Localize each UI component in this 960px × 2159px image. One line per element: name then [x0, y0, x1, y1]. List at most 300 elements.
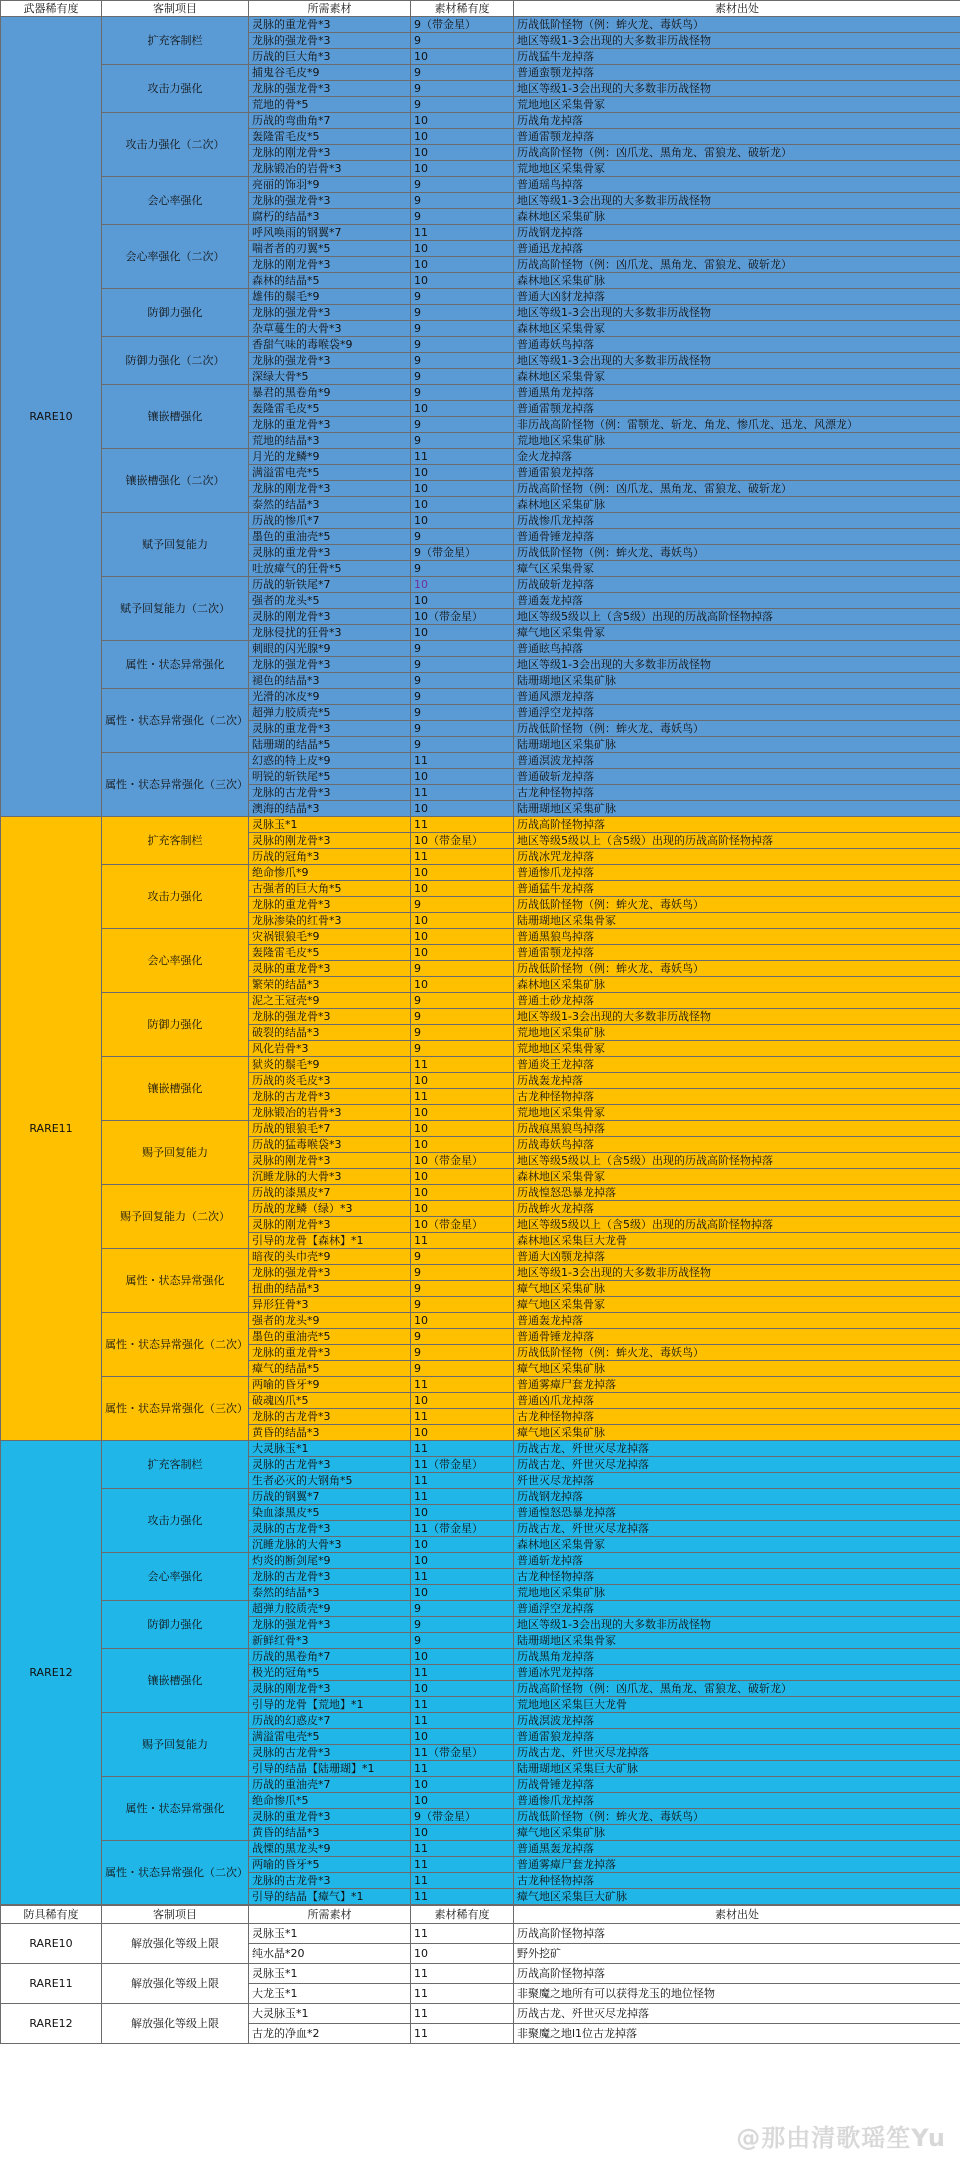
material-rarity-cell: 10 [411, 481, 514, 497]
table-row [1, 753, 960, 769]
material-rarity-cell: 11 [411, 1889, 514, 1905]
material-source-cell: 历战低阶怪物（例：蛑火龙、毒妖鸟） [514, 961, 960, 977]
material-source-cell: 普通黑角龙掉落 [514, 385, 960, 401]
material-source-cell: 古龙种怪物掉落 [514, 1409, 960, 1425]
custom-item-cell: 赋予回复能力 [102, 513, 249, 577]
material-source-cell: 历战古龙、歼世灭尽龙掉落 [514, 1521, 960, 1537]
material-cell: 荒地的结晶*3 [249, 433, 411, 449]
material-rarity-cell: 11 [411, 449, 514, 465]
material-rarity-cell: 9 [411, 1601, 514, 1617]
material-rarity-cell: 10 [411, 1777, 514, 1793]
custom-item-cell: 镶嵌槽强化（二次） [102, 449, 249, 513]
material-rarity-cell: 10 [411, 497, 514, 513]
material-source-cell: 地区等级5级以上（含5级）出现的历战高阶怪物掉落 [514, 609, 960, 625]
material-source-cell: 普通轰龙掉落 [514, 1313, 960, 1329]
material-rarity-cell: 11 [411, 817, 514, 833]
material-rarity-cell: 9 [411, 689, 514, 705]
material-rarity-cell: 10（带金星） [411, 609, 514, 625]
material-source-cell: 非聚魔之地l1位古龙掉落 [514, 2024, 960, 2044]
table-row [1, 1649, 960, 1665]
rarity-cell: RARE10 [1, 17, 102, 817]
material-cell: 龙脉的强龙骨*3 [249, 353, 411, 369]
material-cell: 风化岩骨*3 [249, 1041, 411, 1057]
material-rarity-cell: 9 [411, 529, 514, 545]
table-row [1, 1185, 960, 1201]
material-cell: 幻惑的特上皮*9 [249, 753, 411, 769]
material-cell: 历战的漆黑皮*7 [249, 1185, 411, 1201]
material-cell: 历战的惨爪*7 [249, 513, 411, 529]
material-rarity-cell: 11（带金星） [411, 1745, 514, 1761]
column-header: 素材稀有度 [411, 1906, 514, 1924]
material-rarity-cell: 9 [411, 673, 514, 689]
material-rarity-cell: 9 [411, 33, 514, 49]
table-row [1, 641, 960, 657]
material-rarity-cell: 10 [411, 1553, 514, 1569]
material-cell: 灵脉的刚龙骨*3 [249, 1681, 411, 1697]
column-header: 防具稀有度 [1, 1906, 102, 1924]
material-rarity-cell: 9 [411, 961, 514, 977]
material-rarity-cell: 10 [411, 113, 514, 129]
custom-item-cell: 属性・状态异常强化 [102, 1249, 249, 1313]
material-source-cell: 普通斩龙掉落 [514, 1553, 960, 1569]
material-cell: 黄昏的结晶*3 [249, 1825, 411, 1841]
material-source-cell: 瘴气地区采集矿脉 [514, 1281, 960, 1297]
material-cell: 灵脉的重龙骨*3 [249, 1809, 411, 1825]
material-rarity-cell: 10 [411, 913, 514, 929]
material-cell: 荒地的骨*5 [249, 97, 411, 113]
material-rarity-cell: 10 [411, 401, 514, 417]
material-source-cell: 历战惶怒恐暴龙掉落 [514, 1185, 960, 1201]
material-rarity-cell: 9 [411, 1329, 514, 1345]
material-cell: 纯水晶*20 [249, 1944, 411, 1964]
material-cell: 两喻的昏牙*9 [249, 1377, 411, 1393]
material-cell: 破裂的结晶*3 [249, 1025, 411, 1041]
rarity-cell: RARE12 [1, 1441, 102, 1905]
custom-item-cell: 赐予回复能力 [102, 1121, 249, 1185]
material-rarity-cell: 10 [411, 1425, 514, 1441]
material-cell: 轰隆雷毛皮*5 [249, 945, 411, 961]
material-source-cell: 历战惨爪龙掉落 [514, 513, 960, 529]
material-source-cell: 历战古龙、歼世灭尽龙掉落 [514, 1441, 960, 1457]
table-row [1, 1489, 960, 1505]
material-rarity-cell: 9 [411, 369, 514, 385]
column-header: 素材出处 [514, 1, 960, 17]
custom-item-cell: 属性・状态异常强化（二次） [102, 1313, 249, 1377]
material-cell: 灵脉的古龙骨*3 [249, 1457, 411, 1473]
material-rarity-cell: 9（带金星） [411, 17, 514, 33]
material-source-cell: 森林地区采集巨大龙骨 [514, 1233, 960, 1249]
material-cell: 龙脉的重龙骨*3 [249, 1345, 411, 1361]
table-row [1, 1121, 960, 1137]
material-source-cell: 历战骨锤龙掉落 [514, 1777, 960, 1793]
material-cell: 灾祸银狼毛*9 [249, 929, 411, 945]
material-source-cell: 歼世灭尽龙掉落 [514, 1473, 960, 1489]
material-source-cell: 森林地区采集骨冢 [514, 1537, 960, 1553]
material-cell: 龙脉的强龙骨*3 [249, 657, 411, 673]
material-rarity-cell: 10 [411, 945, 514, 961]
material-source-cell: 普通雾瘴尸套龙掉落 [514, 1857, 960, 1873]
column-header: 客制项目 [102, 1, 249, 17]
material-cell: 龙脉侵扰的狂骨*3 [249, 625, 411, 641]
material-source-cell: 地区等级1-3会出现的大多数非历战怪物 [514, 353, 960, 369]
material-cell: 刺眼的闪光腺*9 [249, 641, 411, 657]
column-header: 所需素材 [249, 1906, 411, 1924]
column-header: 客制项目 [102, 1906, 249, 1924]
table-row [1, 1777, 960, 1793]
material-rarity-cell: 10 [411, 1137, 514, 1153]
material-cell: 龙脉的刚龙骨*3 [249, 481, 411, 497]
material-cell: 龙脉的强龙骨*3 [249, 1009, 411, 1025]
material-rarity-cell: 9 [411, 1281, 514, 1297]
material-source-cell: 古龙种怪物掉落 [514, 1873, 960, 1889]
material-rarity-cell: 10 [411, 1185, 514, 1201]
material-source-cell: 普通黑狼鸟掉落 [514, 929, 960, 945]
material-source-cell: 陆珊瑚地区采集矿脉 [514, 673, 960, 689]
material-rarity-cell: 10 [411, 865, 514, 881]
material-cell: 繁荣的结晶*3 [249, 977, 411, 993]
material-source-cell: 瘴气地区采集矿脉 [514, 1361, 960, 1377]
material-cell: 异形狂骨*3 [249, 1297, 411, 1313]
material-cell: 瘴气的结晶*5 [249, 1361, 411, 1377]
material-cell: 历战的弯曲角*7 [249, 113, 411, 129]
material-rarity-cell: 10 [411, 1537, 514, 1553]
material-rarity-cell: 11 [411, 1441, 514, 1457]
material-source-cell: 普通风漂龙掉落 [514, 689, 960, 705]
material-rarity-cell: 10 [411, 465, 514, 481]
material-rarity-cell: 9 [411, 385, 514, 401]
material-rarity-cell: 10 [411, 801, 514, 817]
material-rarity-cell: 9 [411, 657, 514, 673]
table-row [1, 1057, 960, 1073]
material-rarity-cell: 10 [411, 257, 514, 273]
material-cell: 杂草蔓生的大骨*3 [249, 321, 411, 337]
custom-item-cell: 攻击力强化（二次） [102, 113, 249, 177]
material-source-cell: 地区等级5级以上（含5级）出现的历战高阶怪物掉落 [514, 833, 960, 849]
material-cell: 强者的龙头*5 [249, 593, 411, 609]
material-cell: 黄昏的结晶*3 [249, 1425, 411, 1441]
material-cell: 历战的重油壳*7 [249, 1777, 411, 1793]
material-source-cell: 历战低阶怪物（例：蛑火龙、毒妖鸟） [514, 17, 960, 33]
material-rarity-cell: 11 [411, 1964, 514, 1984]
table-row [1, 289, 960, 305]
material-source-cell: 普通凶爪龙掉落 [514, 1393, 960, 1409]
material-rarity-cell: 11 [411, 1057, 514, 1073]
material-rarity-cell: 11 [411, 849, 514, 865]
material-cell: 灵脉的刚龙骨*3 [249, 609, 411, 625]
material-cell: 灵脉的重龙骨*3 [249, 17, 411, 33]
material-source-cell: 普通溟波龙掉落 [514, 753, 960, 769]
rarity-cell: RARE10 [1, 1924, 102, 1964]
material-source-cell: 地区等级1-3会出现的大多数非历战怪物 [514, 305, 960, 321]
material-source-cell: 古龙种怪物掉落 [514, 785, 960, 801]
material-rarity-cell: 11 [411, 1841, 514, 1857]
material-cell: 泰然的结晶*3 [249, 497, 411, 513]
material-cell: 森林的结晶*5 [249, 273, 411, 289]
material-source-cell: 历战低阶怪物（例：蛑火龙、毒妖鸟） [514, 545, 960, 561]
material-rarity-cell: 9 [411, 1345, 514, 1361]
table-row [1, 113, 960, 129]
table-row [1, 513, 960, 529]
material-cell: 新鲜红骨*3 [249, 1633, 411, 1649]
material-source-cell: 非聚魔之地所有可以获得龙玉的地位怪物 [514, 1984, 960, 2004]
material-source-cell: 森林地区采集矿脉 [514, 273, 960, 289]
table-row [1, 225, 960, 241]
material-cell: 龙脉的强龙骨*3 [249, 1265, 411, 1281]
material-source-cell: 瘴气地区采集矿脉 [514, 1825, 960, 1841]
material-source-cell: 地区等级1-3会出现的大多数非历战怪物 [514, 1009, 960, 1025]
material-source-cell: 非历战高阶怪物（例：雷颚龙、斩龙、角龙、惨爪龙、迅龙、风漂龙） [514, 417, 960, 433]
rarity-cell: RARE11 [1, 1964, 102, 2004]
custom-item-cell: 属性・状态异常强化（三次） [102, 1377, 249, 1441]
table-row [1, 1841, 960, 1857]
material-source-cell: 普通雷颚龙掉落 [514, 401, 960, 417]
material-rarity-cell: 10 [411, 1825, 514, 1841]
armor-header-row [1, 1906, 960, 1924]
material-source-cell: 历战古龙、歼世灭尽龙掉落 [514, 1457, 960, 1473]
material-cell: 明锐的斩铁尾*5 [249, 769, 411, 785]
material-rarity-cell: 11 [411, 785, 514, 801]
custom-item-cell: 会心率强化 [102, 177, 249, 225]
material-rarity-cell: 11（带金星） [411, 1457, 514, 1473]
material-source-cell: 历战古龙、歼世灭尽龙掉落 [514, 1745, 960, 1761]
custom-item-cell: 会心率强化 [102, 1553, 249, 1601]
custom-item-cell: 属性・状态异常强化（二次） [102, 689, 249, 753]
material-rarity-cell: 9 [411, 1249, 514, 1265]
material-source-cell: 地区等级1-3会出现的大多数非历战怪物 [514, 1265, 960, 1281]
material-source-cell: 野外挖矿 [514, 1944, 960, 1964]
material-source-cell: 普通蛮颚龙掉落 [514, 65, 960, 81]
material-cell: 历战的银狼毛*7 [249, 1121, 411, 1137]
material-source-cell: 普通浮空龙掉落 [514, 705, 960, 721]
material-cell: 龙脉锻冶的岩骨*3 [249, 1105, 411, 1121]
material-cell: 灵脉的刚龙骨*3 [249, 1153, 411, 1169]
material-cell: 亮丽的饰羽*9 [249, 177, 411, 193]
column-header: 所需素材 [249, 1, 411, 17]
material-rarity-cell: 10 [411, 577, 514, 593]
armor-table-body [1, 1924, 960, 2044]
armor-custom-table [0, 1905, 960, 2044]
material-source-cell: 瘴气地区采集骨冢 [514, 1297, 960, 1313]
material-rarity-cell: 10 [411, 1313, 514, 1329]
material-cell: 龙脉锻冶的岩骨*3 [249, 161, 411, 177]
material-source-cell: 陆珊瑚地区采集骨冢 [514, 913, 960, 929]
material-source-cell: 历战高阶怪物（例：凶爪龙、黑角龙、雷狼龙、破斩龙） [514, 481, 960, 497]
material-cell: 大龙玉*1 [249, 1984, 411, 2004]
material-source-cell: 历战钢龙掉落 [514, 225, 960, 241]
material-cell: 暴君的黑卷角*9 [249, 385, 411, 401]
material-source-cell: 陆珊瑚地区采集矿脉 [514, 737, 960, 753]
material-rarity-cell: 10 [411, 625, 514, 641]
custom-item-cell: 攻击力强化 [102, 865, 249, 929]
material-cell: 泰然的结晶*3 [249, 1585, 411, 1601]
material-source-cell: 普通雷颚龙掉落 [514, 129, 960, 145]
material-source-cell: 历战低阶怪物（例：蛑火龙、毒妖鸟） [514, 897, 960, 913]
material-cell: 深绿大骨*5 [249, 369, 411, 385]
material-cell: 龙脉的古龙骨*3 [249, 1089, 411, 1105]
material-source-cell: 历战低阶怪物（例：蛑火龙、毒妖鸟） [514, 1809, 960, 1825]
table-row [1, 1713, 960, 1729]
material-cell: 历战的龙鳞（绿）*3 [249, 1201, 411, 1217]
material-source-cell: 普通雷狼龙掉落 [514, 1729, 960, 1745]
material-cell: 灵脉的刚龙骨*3 [249, 833, 411, 849]
material-rarity-cell: 9 [411, 1265, 514, 1281]
material-cell: 泥之王冠壳*9 [249, 993, 411, 1009]
material-cell: 龙脉的强龙骨*3 [249, 193, 411, 209]
material-cell: 大灵脉玉*1 [249, 1441, 411, 1457]
material-cell: 历战的猛毒喉袋*3 [249, 1137, 411, 1153]
material-source-cell: 森林地区采集骨冢 [514, 369, 960, 385]
material-rarity-cell: 10（带金星） [411, 833, 514, 849]
material-cell: 灼炎的断剑尾*9 [249, 1553, 411, 1569]
material-source-cell: 普通毒妖鸟掉落 [514, 337, 960, 353]
material-cell: 染血漆黑皮*5 [249, 1505, 411, 1521]
material-source-cell: 普通雷狼龙掉落 [514, 465, 960, 481]
custom-item-cell: 赐予回复能力（二次） [102, 1185, 249, 1249]
material-rarity-cell: 9 [411, 897, 514, 913]
material-rarity-cell: 10（带金星） [411, 1153, 514, 1169]
material-source-cell: 普通猛牛龙掉落 [514, 881, 960, 897]
material-source-cell: 荒地地区采集矿脉 [514, 1585, 960, 1601]
material-cell: 龙脉渗染的红骨*3 [249, 913, 411, 929]
custom-item-cell: 攻击力强化 [102, 65, 249, 113]
material-rarity-cell: 11 [411, 1924, 514, 1944]
material-source-cell: 古龙种怪物掉落 [514, 1089, 960, 1105]
custom-item-cell: 会心率强化（二次） [102, 225, 249, 289]
material-cell: 龙脉的重龙骨*3 [249, 897, 411, 913]
material-rarity-cell: 9 [411, 65, 514, 81]
material-source-cell: 历战古龙、歼世灭尽龙掉落 [514, 2004, 960, 2024]
material-rarity-cell: 10 [411, 161, 514, 177]
material-rarity-cell: 11 [411, 1489, 514, 1505]
material-rarity-cell: 9 [411, 993, 514, 1009]
material-rarity-cell: 10 [411, 1944, 514, 1964]
material-cell: 陆珊瑚的结晶*5 [249, 737, 411, 753]
material-cell: 澳海的结晶*3 [249, 801, 411, 817]
material-rarity-cell: 10 [411, 145, 514, 161]
custom-item-cell: 扩充客制栏 [102, 1441, 249, 1489]
material-cell: 灵脉的重龙骨*3 [249, 721, 411, 737]
table-row [1, 1249, 960, 1265]
table-row [1, 817, 960, 833]
material-cell: 沉睡龙脉的大骨*3 [249, 1537, 411, 1553]
table-row [1, 1377, 960, 1393]
material-rarity-cell: 10 [411, 1073, 514, 1089]
material-source-cell: 历战高阶怪物掉落 [514, 817, 960, 833]
material-cell: 龙脉的强龙骨*3 [249, 305, 411, 321]
material-rarity-cell: 9 [411, 81, 514, 97]
table-row [1, 1553, 960, 1569]
material-source-cell: 历战痕黑狼鸟掉落 [514, 1121, 960, 1137]
custom-item-cell: 镶嵌槽强化 [102, 385, 249, 449]
material-source-cell: 普通土砂龙掉落 [514, 993, 960, 1009]
material-cell: 古龙的净血*2 [249, 2024, 411, 2044]
material-rarity-cell: 10（带金星） [411, 1217, 514, 1233]
material-source-cell: 地区等级1-3会出现的大多数非历战怪物 [514, 657, 960, 673]
material-cell: 历战的冠角*3 [249, 849, 411, 865]
material-source-cell: 历战高阶怪物（例：凶爪龙、黑角龙、雷狼龙、破斩龙） [514, 1681, 960, 1697]
material-rarity-cell: 9 [411, 417, 514, 433]
material-cell: 呼风唤雨的钢翼*7 [249, 225, 411, 241]
table-row [1, 337, 960, 353]
material-rarity-cell: 11 [411, 225, 514, 241]
material-rarity-cell: 10 [411, 1105, 514, 1121]
material-cell: 历战的黑卷角*7 [249, 1649, 411, 1665]
custom-item-cell: 属性・状态异常强化（三次） [102, 753, 249, 817]
material-cell: 捕鬼谷毛皮*9 [249, 65, 411, 81]
material-rarity-cell: 10 [411, 49, 514, 65]
material-cell: 历战的幻惑皮*7 [249, 1713, 411, 1729]
material-source-cell: 历战角龙掉落 [514, 113, 960, 129]
material-cell: 两喻的昏牙*5 [249, 1857, 411, 1873]
material-cell: 褪色的结晶*3 [249, 673, 411, 689]
material-source-cell: 普通大凶豺龙掉落 [514, 289, 960, 305]
column-header: 武器稀有度 [1, 1, 102, 17]
material-rarity-cell: 11 [411, 1665, 514, 1681]
material-cell: 灵脉的古龙骨*3 [249, 1521, 411, 1537]
table-row [1, 929, 960, 945]
material-rarity-cell: 11 [411, 1233, 514, 1249]
material-rarity-cell: 11 [411, 1409, 514, 1425]
material-source-cell: 普通轰龙掉落 [514, 593, 960, 609]
material-rarity-cell: 9 [411, 209, 514, 225]
material-rarity-cell: 9 [411, 1009, 514, 1025]
material-rarity-cell: 10 [411, 1585, 514, 1601]
material-rarity-cell: 10 [411, 1201, 514, 1217]
material-cell: 历战的斩铁尾*7 [249, 577, 411, 593]
material-rarity-cell: 10 [411, 1505, 514, 1521]
material-cell: 极光的冠角*5 [249, 1665, 411, 1681]
material-rarity-cell: 9 [411, 337, 514, 353]
material-cell: 满溢雷电壳*5 [249, 465, 411, 481]
material-cell: 龙脉的古龙骨*3 [249, 1569, 411, 1585]
material-rarity-cell: 9 [411, 1297, 514, 1313]
material-rarity-cell: 11 [411, 1089, 514, 1105]
material-source-cell: 普通迅龙掉落 [514, 241, 960, 257]
material-cell: 腐朽的结晶*3 [249, 209, 411, 225]
custom-item-cell: 防御力强化 [102, 289, 249, 337]
material-source-cell: 瘴气区采集骨冢 [514, 561, 960, 577]
material-rarity-cell: 10 [411, 1793, 514, 1809]
material-rarity-cell: 9 [411, 305, 514, 321]
material-cell: 灵脉玉*1 [249, 1924, 411, 1944]
material-cell: 灵脉的古龙骨*3 [249, 1745, 411, 1761]
material-source-cell: 历战低阶怪物（例：蛑火龙、毒妖鸟） [514, 1345, 960, 1361]
material-source-cell: 地区等级5级以上（含5级）出现的历战高阶怪物掉落 [514, 1217, 960, 1233]
material-cell: 灵脉的刚龙骨*3 [249, 1217, 411, 1233]
material-rarity-cell: 10 [411, 881, 514, 897]
material-rarity-cell: 10 [411, 977, 514, 993]
material-rarity-cell: 11 [411, 2004, 514, 2024]
material-source-cell: 古龙种怪物掉落 [514, 1569, 960, 1585]
table-row [1, 577, 960, 593]
material-source-cell: 荒地地区采集矿脉 [514, 1025, 960, 1041]
material-rarity-cell: 10 [411, 129, 514, 145]
material-source-cell: 历战钢龙掉落 [514, 1489, 960, 1505]
material-cell: 历战的巨大角*3 [249, 49, 411, 65]
material-source-cell: 瘴气地区采集巨大矿脉 [514, 1889, 960, 1905]
material-source-cell: 历战高阶怪物（例：凶爪龙、黑角龙、雷狼龙、破斩龙） [514, 257, 960, 273]
material-source-cell: 金火龙掉落 [514, 449, 960, 465]
material-rarity-cell: 9 [411, 561, 514, 577]
material-cell: 雄伟的鬃毛*9 [249, 289, 411, 305]
material-rarity-cell: 10 [411, 593, 514, 609]
material-cell: 狱炎的鬃毛*9 [249, 1057, 411, 1073]
material-cell: 龙脉的古龙骨*3 [249, 785, 411, 801]
material-source-cell: 普通炎王龙掉落 [514, 1057, 960, 1073]
custom-item-cell: 赋予回复能力（二次） [102, 577, 249, 641]
material-cell: 灵脉的重龙骨*3 [249, 961, 411, 977]
material-rarity-cell: 11 [411, 1377, 514, 1393]
